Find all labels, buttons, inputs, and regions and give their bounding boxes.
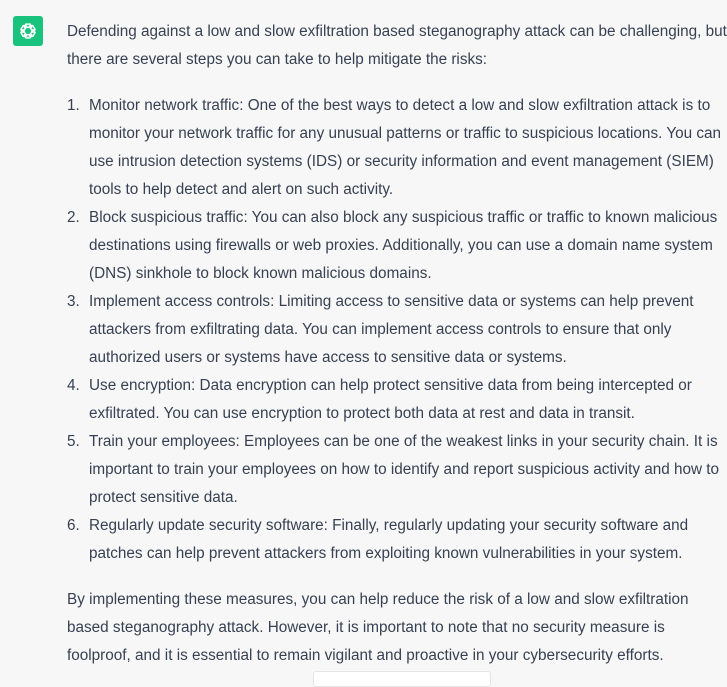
list-item xyxy=(67,428,727,512)
list-item-number: 6. xyxy=(67,517,80,534)
mitigation-steps-list xyxy=(67,92,727,568)
list-item-number: 5. xyxy=(67,433,80,450)
list-item xyxy=(67,204,727,288)
regenerate-response-button[interactable] xyxy=(313,671,491,687)
list-item-number: 3. xyxy=(67,293,80,310)
assistant-avatar xyxy=(13,16,43,46)
conclusion-paragraph: By implementing these measures, you can help reduce the risk of a low and slow exfiltration based steganography attack. However, it is important to note that no security measure is foolproof, and it is essential to remain vigilant and proactive in your cybersecurity efforts. xyxy=(67,591,689,664)
list-item-number: 4. xyxy=(67,377,80,394)
list-item xyxy=(67,512,727,568)
list-item xyxy=(67,92,727,204)
list-item-text: Block suspicious traffic: You can also block any suspicious traffic or traffic to known malicious destinations using firewalls or web proxies. Additionally, you can use a domain name system (DNS) sinkhole to block known malicious domains. xyxy=(89,209,718,282)
list-item-text: Regularly update security software: Finally, regularly updating your security software and patches can help prevent attackers from exploiting known vulnerabilities in your system. xyxy=(89,517,689,562)
list-item-number: 2. xyxy=(67,209,80,226)
list-item xyxy=(67,372,727,428)
list-item-text: Use encryption: Data encryption can help protect sensitive data from being intercepted or exfiltrated. You can use encryption to protect both data at rest and data in transit. xyxy=(89,377,692,422)
intro-paragraph: Defending against a low and slow exfiltration based steganography attack can be challenging, but there are several steps you can take to help mitigate the risks: xyxy=(67,23,727,68)
openai-logo-icon xyxy=(17,20,39,42)
list-item-text: Implement access controls: Limiting access to sensitive data or systems can help prevent attackers from exfiltrating data. You can implement access controls to ensure that only authorized users or systems have access to sensitive data or systems. xyxy=(89,293,694,366)
list-item xyxy=(67,288,727,372)
list-item-text: Monitor network traffic: One of the best ways to detect a low and slow exfiltration attack is to monitor your network traffic for any unusual patterns or traffic to suspicious locations. You can use intrusion detection systems (IDS) or security information and event management (SIEM) tools to help detect and alert on such activity. xyxy=(89,97,722,198)
list-item-text: Train your employees: Employees can be one of the weakest links in your security chain. It is important to train your employees on how to identify and report suspicious activity and how to protect sensitive data. xyxy=(89,433,720,506)
list-item-number: 1. xyxy=(67,97,80,114)
message-content xyxy=(67,18,727,670)
